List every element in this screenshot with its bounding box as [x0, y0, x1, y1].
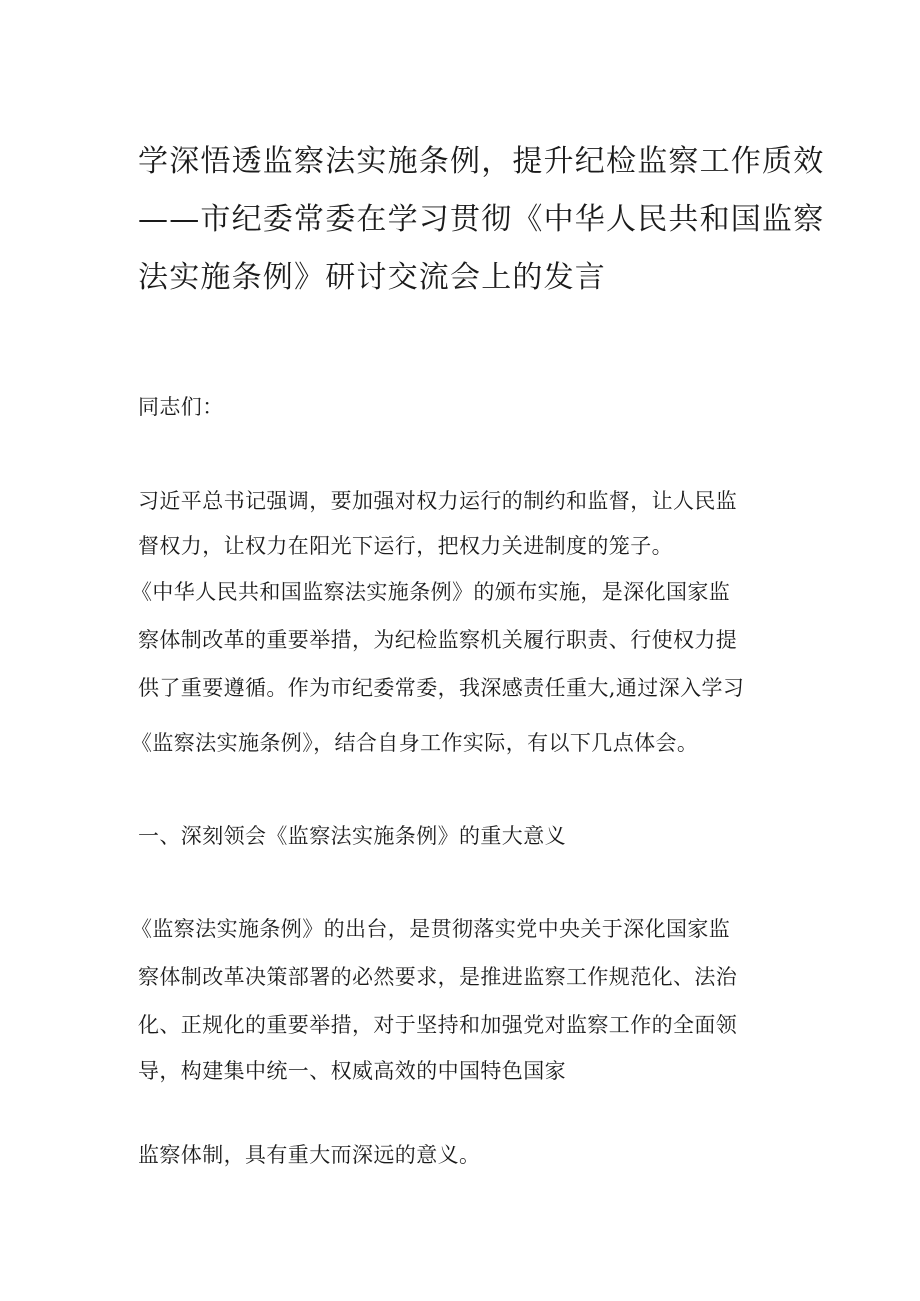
paragraph-2-line-4: 导，构建集中统一、权威高效的中国特色国家: [138, 1059, 566, 1083]
paragraph-2-line-2: 察体制改革决策部署的必然要求，是推进监察工作规范化、法治: [138, 965, 738, 989]
salutation: 同志们：: [138, 395, 224, 419]
paragraph-1-line-1: 习近平总书记强调，要加强对权力运行的制约和监督，让人民监: [138, 489, 738, 513]
section-1-heading: 一、深刻领会《监察法实施条例》的重大意义: [138, 824, 566, 848]
document-title-line-1: 学深悟透监察法实施条例，提升纪检监察工作质效: [138, 144, 825, 179]
paragraph-1-line-6: 《监察法实施条例》，结合自身工作实际，有以下几点体会。: [131, 731, 699, 755]
paragraph-2-line-3: 化、正规化的重要举措，对于坚持和加强党对监察工作的全面领: [138, 1013, 738, 1037]
document-title-line-3: 法实施条例》研讨交流会上的发言: [138, 260, 606, 295]
paragraph-3: 监察体制，具有重大而深远的意义。: [138, 1143, 481, 1167]
paragraph-1-line-3: 《中华人民共和国监察法实施条例》的颁布实施，是深化国家监: [131, 580, 731, 604]
paragraph-1-line-4: 察体制改革的重要举措，为纪检监察机关履行职责、行使权力提: [138, 628, 738, 652]
paragraph-1-line-5: 供了重要遵循。作为市纪委常委，我深感责任重大,通过深入学习: [138, 676, 745, 700]
document-title-line-2: ——市纪委常委在学习贯彻《中华人民共和国监察: [138, 202, 825, 237]
paragraph-2-line-1: 《监察法实施条例》的出台，是贯彻落实党中央关于深化国家监: [131, 917, 731, 941]
paragraph-1-line-2: 督权力，让权力在阳光下运行，把权力关进制度的笼子。: [138, 534, 673, 558]
